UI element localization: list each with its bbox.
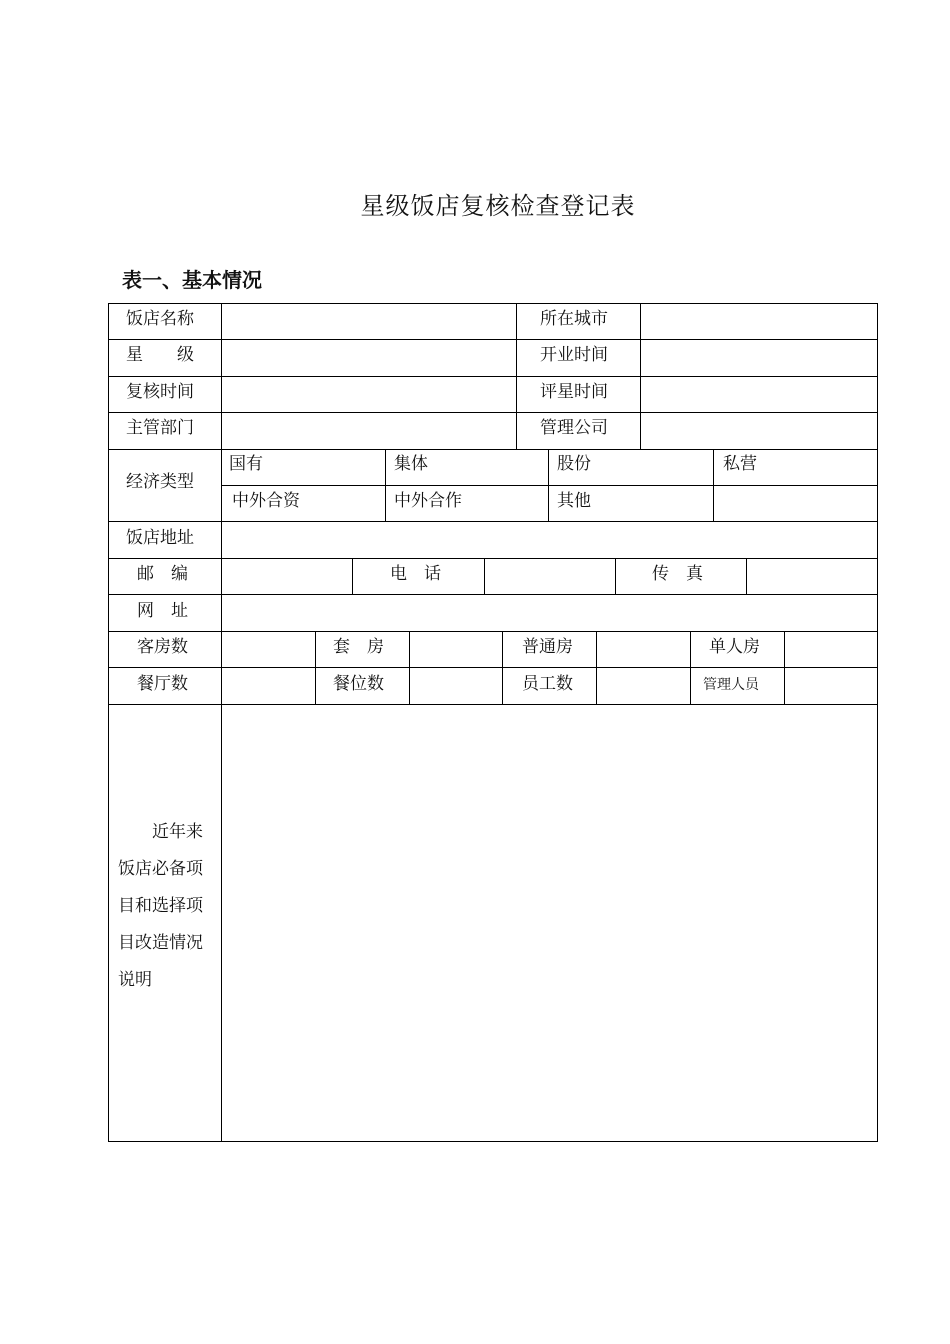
label-website: 网 址 [137, 601, 188, 621]
label-hotel-name: 饭店名称 [126, 309, 194, 329]
label-single-rooms: 单人房 [709, 637, 760, 657]
rating-time-field[interactable] [643, 379, 875, 410]
hotel-address-field[interactable] [224, 524, 875, 555]
label-review-time: 复核时间 [126, 382, 194, 402]
standard-rooms-field[interactable] [599, 634, 688, 665]
authority-field[interactable] [224, 415, 514, 446]
opening-time-field[interactable] [643, 342, 875, 373]
option-joint-stock[interactable]: 股份 [557, 454, 591, 474]
label-employees: 员工数 [522, 674, 573, 694]
hotel-name-field[interactable] [224, 306, 514, 337]
renovation-note-field[interactable] [224, 707, 875, 1139]
single-rooms-field[interactable] [787, 634, 875, 665]
website-field[interactable] [224, 597, 875, 628]
label-hotel-address: 饭店地址 [126, 528, 194, 548]
label-rooms: 客房数 [137, 637, 188, 657]
label-star-level: 星 级 [126, 345, 194, 365]
managers-field[interactable] [787, 670, 875, 701]
label-managers: 管理人员 [703, 677, 759, 693]
city-field[interactable] [643, 306, 875, 337]
label-phone: 电 话 [390, 564, 441, 584]
section-title: 表一、基本情况 [122, 268, 262, 292]
option-state-owned[interactable]: 国有 [229, 454, 263, 474]
star-level-field[interactable] [224, 342, 514, 373]
employees-field[interactable] [599, 670, 688, 701]
label-economic-type: 经济类型 [126, 472, 194, 492]
seats-field[interactable] [412, 670, 500, 701]
label-seats: 餐位数 [333, 674, 384, 694]
label-restaurants: 餐厅数 [137, 674, 188, 694]
label-authority: 主管部门 [126, 418, 194, 438]
form-title: 星级饭店复核检查登记表 [360, 192, 636, 220]
option-collective[interactable]: 集体 [394, 454, 428, 474]
option-sino-foreign-coop[interactable]: 中外合作 [394, 491, 462, 511]
option-sino-foreign-equity[interactable]: 中外合资 [232, 491, 300, 511]
management-company-field[interactable] [643, 415, 875, 446]
label-rating-time: 评星时间 [540, 382, 608, 402]
option-other[interactable]: 其他 [557, 491, 591, 511]
restaurants-field[interactable] [224, 670, 313, 701]
label-postcode: 邮 编 [137, 564, 188, 584]
fax-field[interactable] [749, 561, 875, 592]
suites-field[interactable] [412, 634, 500, 665]
label-city: 所在城市 [540, 309, 608, 329]
label-suites: 套 房 [333, 637, 384, 657]
label-management-company: 管理公司 [540, 418, 608, 438]
label-fax: 传 真 [652, 564, 703, 584]
label-standard-rooms: 普通房 [522, 637, 573, 657]
postcode-field[interactable] [224, 561, 350, 592]
rooms-field[interactable] [224, 634, 313, 665]
review-time-field[interactable] [224, 379, 514, 410]
option-private[interactable]: 私营 [723, 454, 757, 474]
label-renovation-note: 近年来饭店必备项目和选择项目改造情况说明 [118, 822, 203, 990]
label-opening-time: 开业时间 [540, 345, 608, 365]
phone-field[interactable] [487, 561, 613, 592]
